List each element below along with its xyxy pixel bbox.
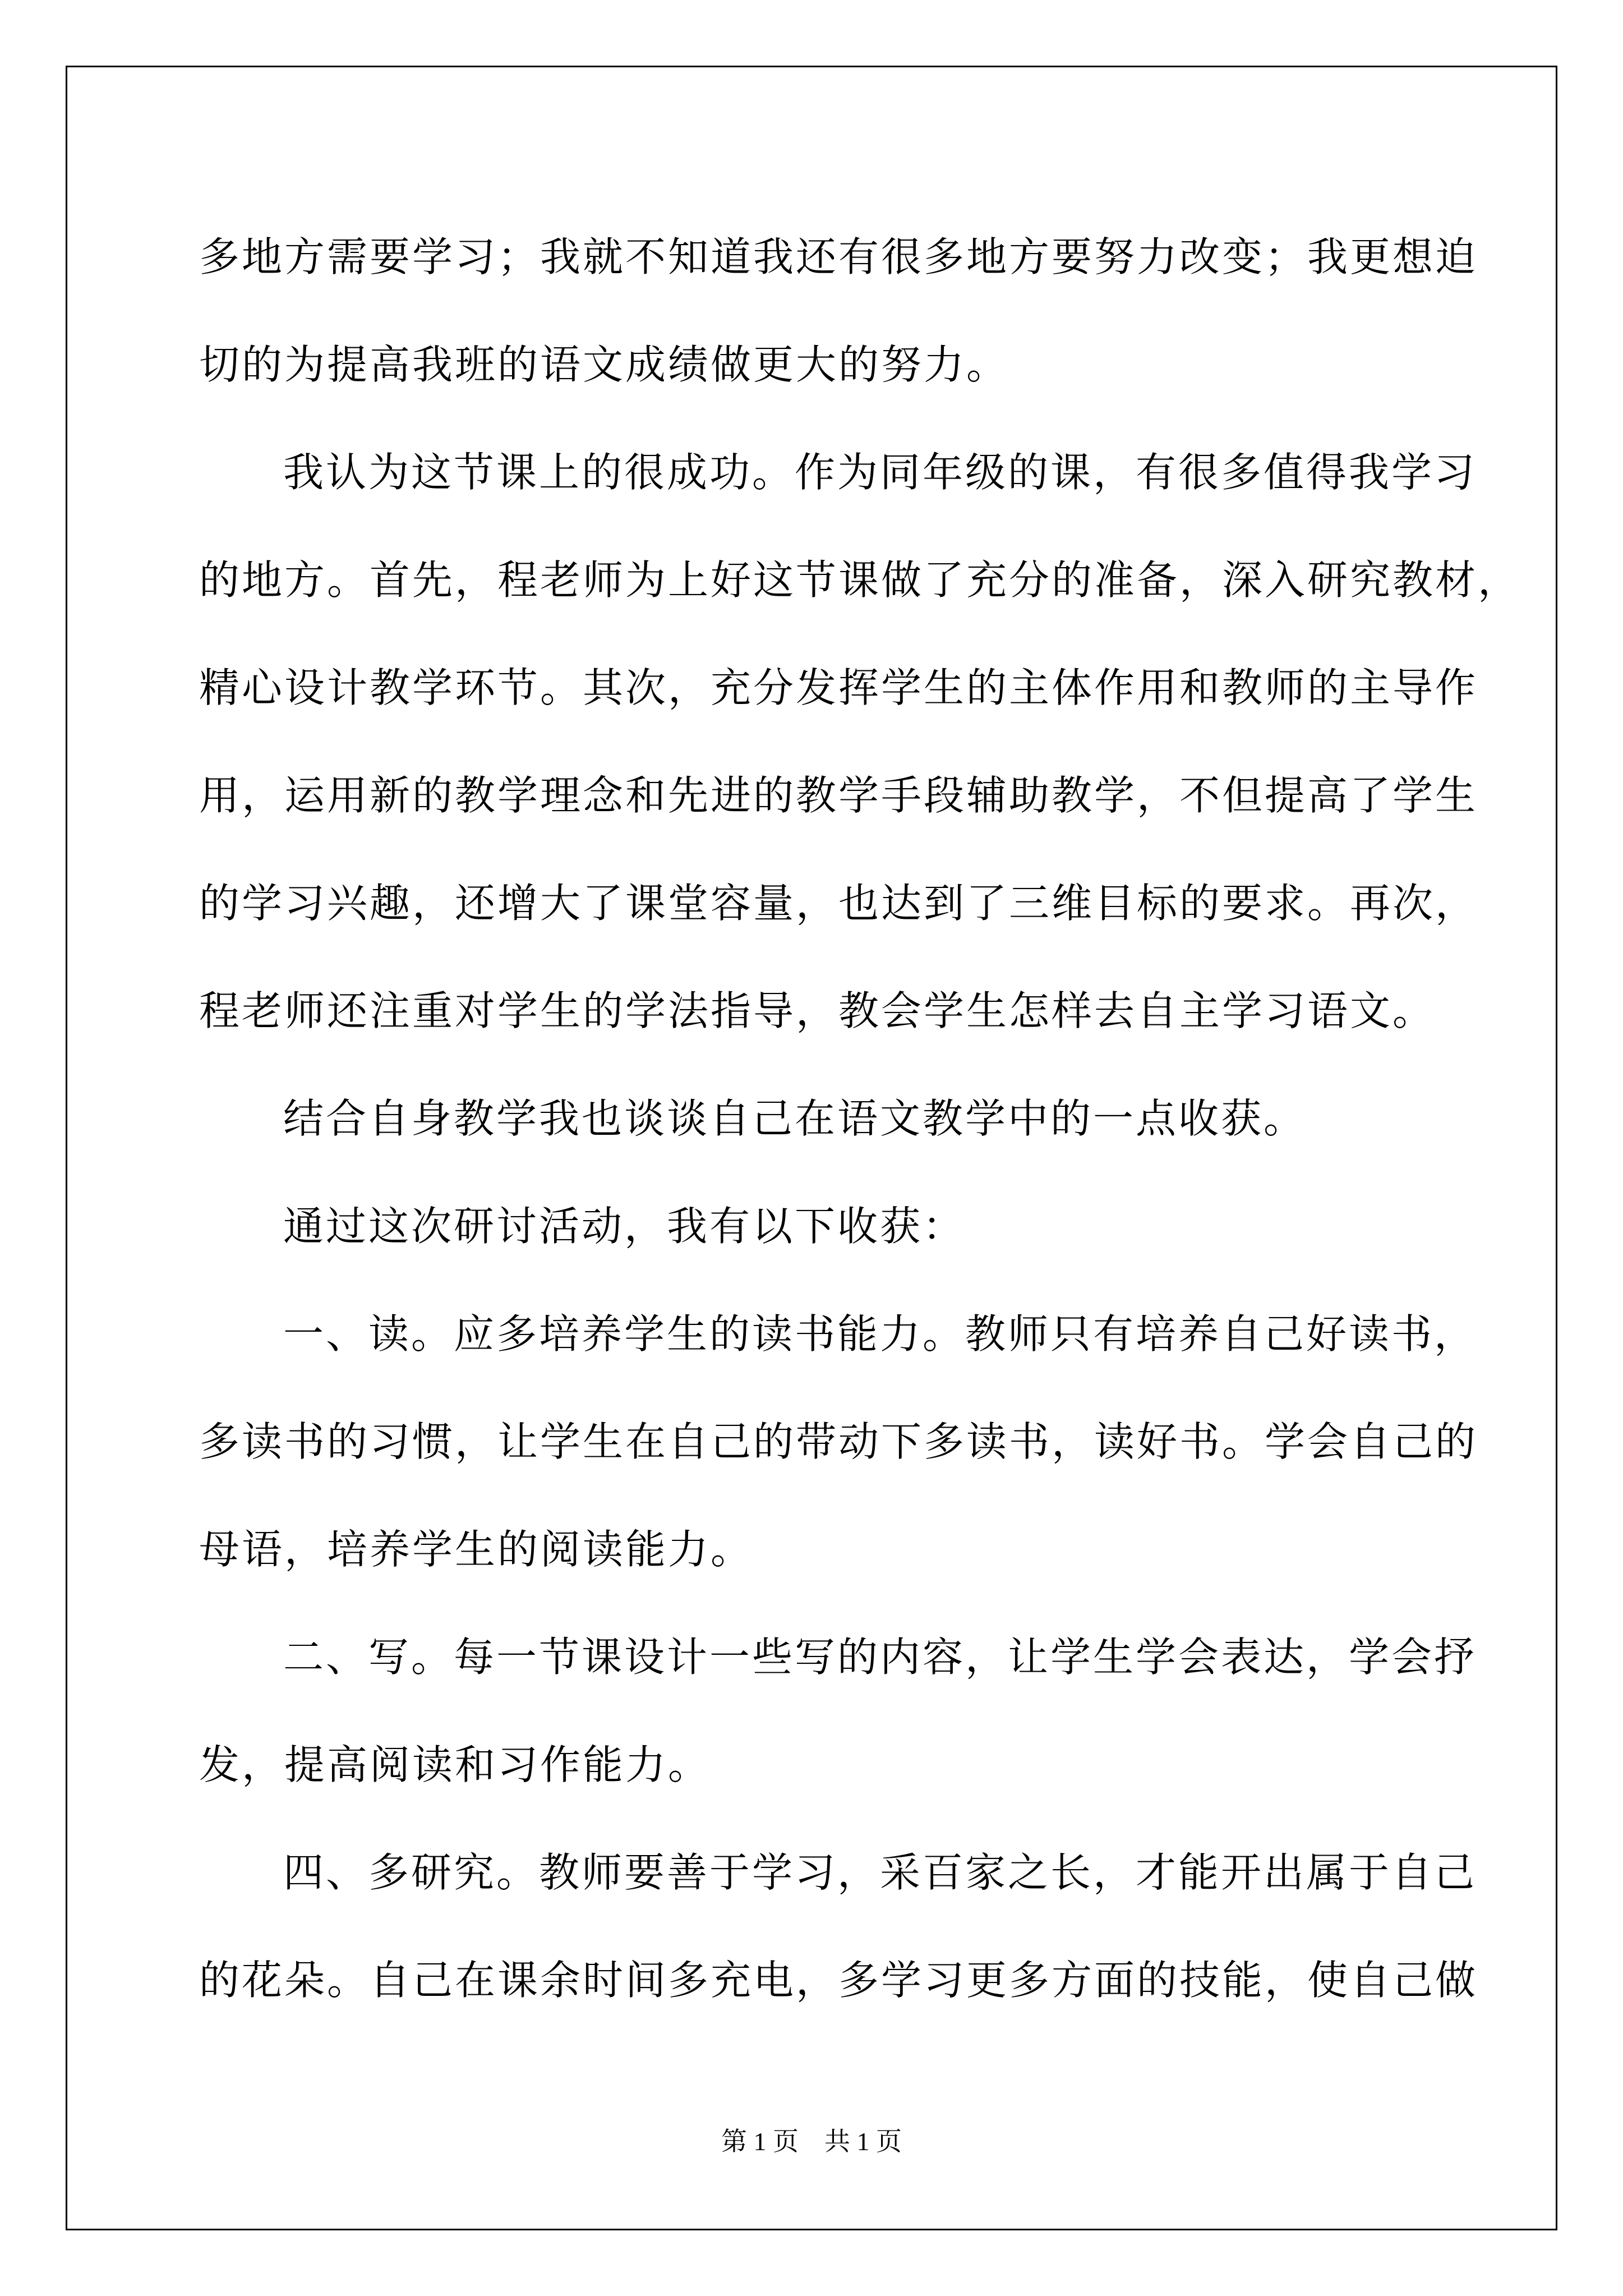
text-line: 母语，培养学生的阅读能力。 [199,1526,754,1573]
page-number-label: 第 1 页 共 1 页 [721,2127,902,2156]
text-line: 多读书的习惯，让学生在自己的带动下多读书，读好书。学会自己的 [199,1418,1478,1465]
text-line: 切的为提高我班的语文成绩做更大的努力。 [199,341,1009,388]
text-line: 四、多研究。教师要善于学习，采百家之长，才能开出属于自己 [283,1849,1477,1896]
text-line: 精心设计教学环节。其次，充分发挥学生的主体作用和教师的主导作 [199,664,1478,711]
text-line: 程老师还注重对学生的学法指导，教会学生怎样去自主学习语文。 [199,987,1436,1034]
text-line: 的地方。首先，程老师为上好这节课做了充分的准备，深入研究教材， [199,556,1521,604]
text-line: 的学习兴趣，还增大了课堂容量，也达到了三维目标的要求。再次， [199,880,1478,927]
document-body [199,203,1521,2034]
text-line: 用，运用新的教学理念和先进的教学手段辅助教学，不但提高了学生 [199,772,1478,819]
text-line: 结合自身教学我也谈谈自己在语文教学中的一点收获。 [283,1095,1307,1142]
text-line: 通过这次研讨活动，我有以下收获： [283,1203,966,1250]
text-line: 我认为这节课上的很成功。作为同年级的课，有很多值得我学习 [283,449,1477,496]
text-line: 多地方需要学习；我就不知道我还有很多地方要努力改变；我更想迫 [199,233,1478,280]
text-line: 二、写。每一节课设计一些写的内容，让学生学会表达，学会抒 [283,1634,1477,1681]
page-footer [0,2125,1623,2159]
text-line: 的花朵。自己在课余时间多充电，多学习更多方面的技能，使自己做 [199,1957,1478,2004]
text-line: 发，提高阅读和习作能力。 [199,1741,711,1788]
text-line: 一、读。应多培养学生的读书能力。教师只有培养自己好读书， [283,1310,1477,1358]
